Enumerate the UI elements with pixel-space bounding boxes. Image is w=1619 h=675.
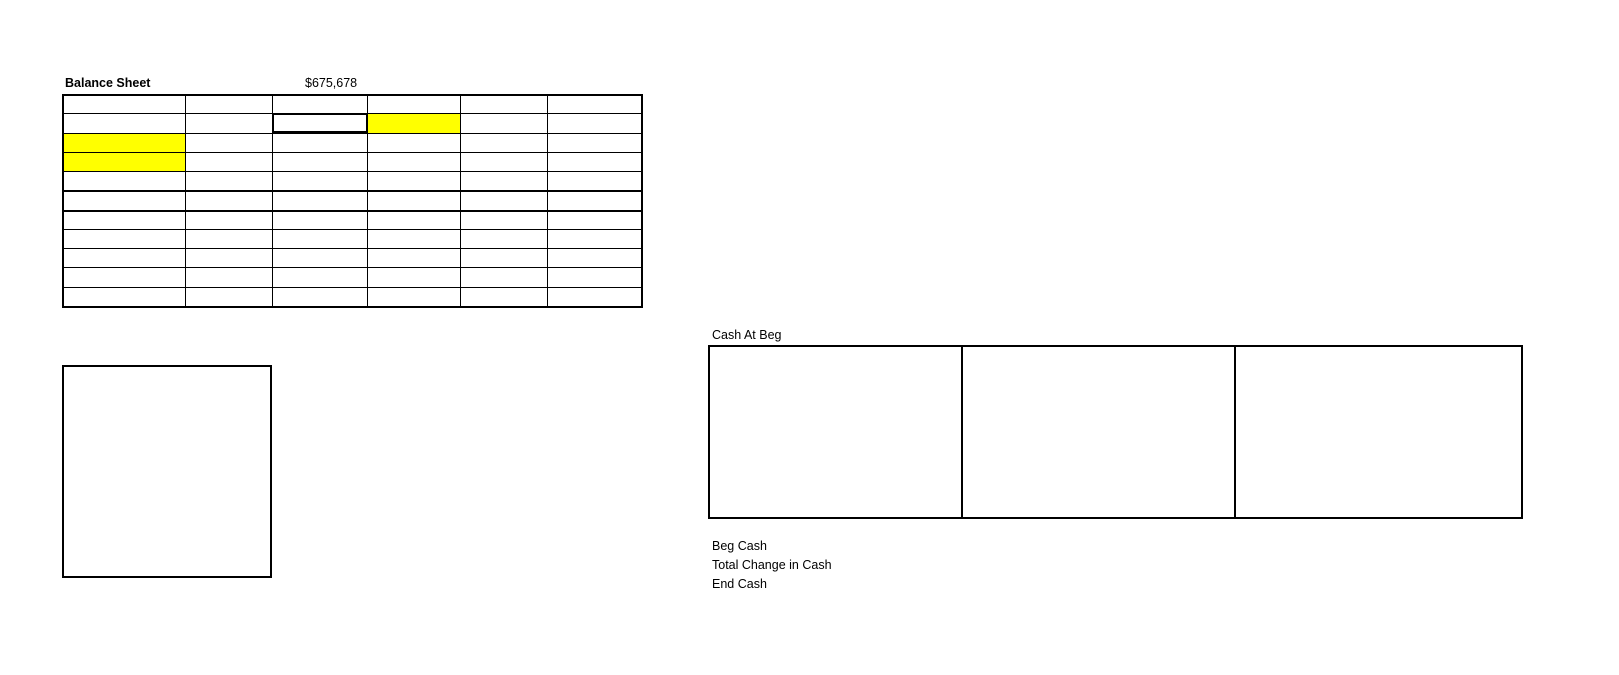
highlight-cell <box>368 114 460 132</box>
grid-line <box>62 267 643 268</box>
grid-line <box>62 171 643 172</box>
summary-end-cash: End Cash <box>712 577 767 591</box>
grid-line <box>460 94 461 308</box>
grid-line <box>961 345 963 519</box>
summary-beg-cash: Beg Cash <box>712 539 767 553</box>
income-statement-border <box>62 365 272 578</box>
grid-line <box>1234 345 1236 519</box>
grid-line <box>62 287 643 288</box>
grid-line <box>62 306 643 308</box>
grid-line <box>62 94 643 96</box>
selected-cell-outline <box>272 113 368 133</box>
grid-line <box>547 94 548 308</box>
grid-line <box>62 152 643 153</box>
balance-sheet-title: Balance Sheet <box>65 76 151 90</box>
grid-line <box>62 210 643 212</box>
top-value: $675,678 <box>305 76 358 90</box>
grid-line <box>62 94 64 308</box>
summary-total-change: Total Change in Cash <box>712 558 832 572</box>
cash-at-beg-label: Cash At Beg <box>712 328 782 342</box>
grid-line <box>62 133 643 134</box>
grid-line <box>62 190 643 192</box>
highlight-cell <box>63 134 185 152</box>
grid-line <box>62 248 643 249</box>
grid-line <box>62 229 643 230</box>
grid-line <box>185 94 186 308</box>
highlight-cell <box>63 153 185 171</box>
grid-line <box>641 94 643 308</box>
cash-flow-border <box>708 345 1523 519</box>
